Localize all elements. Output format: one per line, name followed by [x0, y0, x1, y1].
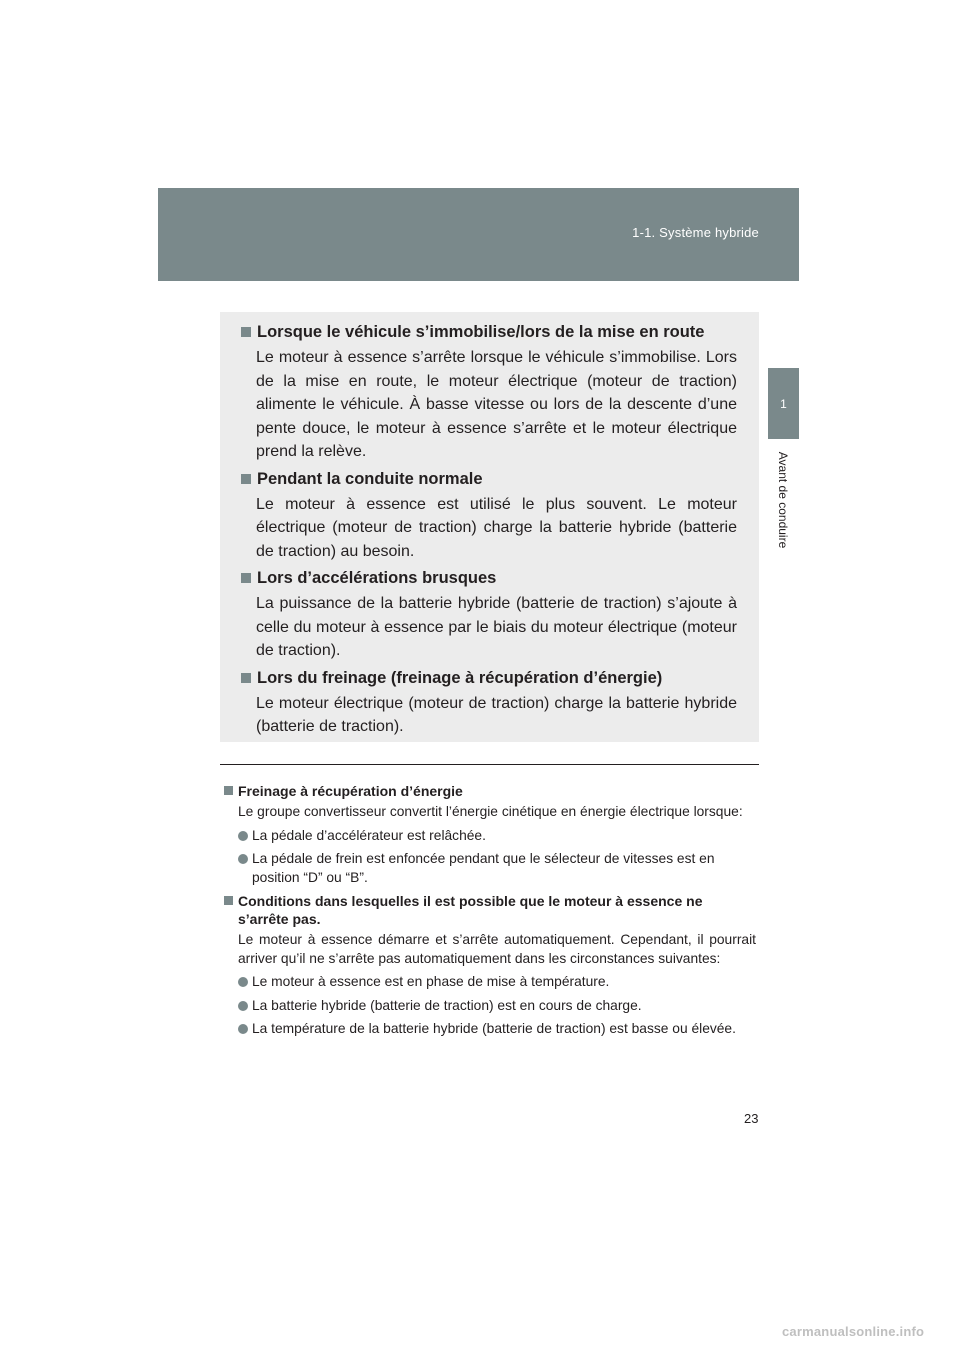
notes	[224, 782, 756, 1039]
list-item	[238, 997, 756, 1016]
header-band	[158, 188, 799, 281]
section-heading: Lors du freinage (freinage à récupération d’énergie)	[257, 668, 663, 687]
bullet-dot-icon	[238, 1001, 248, 1011]
list-item	[238, 1020, 756, 1039]
chapter-tab	[768, 368, 799, 439]
chapter-number: 1	[780, 396, 787, 411]
summary-box	[220, 312, 759, 742]
summary-section	[241, 667, 737, 739]
bullet-dot-icon	[238, 977, 248, 987]
chapter-label-text: Avant de conduire	[776, 451, 790, 549]
section-title: 1-1. Système hybride	[632, 225, 759, 240]
section-text: La puissance de la batterie hybride (batterie de traction) s’ajoute à celle du moteur à essence par le biais du moteur électrique (moteur de traction).	[256, 595, 737, 659]
square-bullet-icon	[241, 573, 251, 583]
square-bullet-icon	[224, 896, 233, 905]
square-bullet-icon	[241, 474, 251, 484]
list-item	[238, 827, 756, 846]
note-block	[224, 892, 756, 1039]
note-text: Le groupe convertisseur convertit l’énergie cinétique en énergie électrique lorsque:	[238, 804, 743, 819]
bullet-dot-icon	[238, 1024, 248, 1034]
section-text: Le moteur à essence est utilisé le plus souvent. Le moteur électrique (moteur de traction) charge la batterie hybride (batterie de traction) au besoin.	[256, 495, 737, 560]
section-heading: Lors d’accélérations brusques	[257, 569, 497, 587]
list-item	[238, 850, 756, 887]
list-item-text: Le moteur à essence est en phase de mise à température.	[252, 974, 610, 989]
bullet-dot-icon	[238, 854, 248, 864]
note-heading: Conditions dans lesquelles il est possible que le moteur à essence ne s’arrête pas.	[238, 893, 703, 927]
list-item-text: La batterie hybride (batterie de traction) est en cours de charge.	[252, 997, 642, 1013]
list-item-text: La température de la batterie hybride (batterie de traction) est basse ou élevée.	[252, 1021, 736, 1036]
section-text: Le moteur électrique (moteur de traction) charge la batterie hybride (batterie de traction).	[256, 694, 737, 735]
note-block	[224, 782, 756, 887]
summary-section	[241, 321, 737, 464]
summary-section	[241, 468, 737, 564]
note-heading: Freinage à récupération d’énergie	[238, 783, 463, 799]
page-number: 23	[744, 1111, 759, 1126]
list-item-text: La pédale d’accélérateur est relâchée.	[252, 827, 486, 843]
note-text: Le moteur à essence démarre et s’arrête automatiquement. Cependant, il pourrait arriver qu’il ne s’arrête pas automatiquement dans les circonstances suivantes:	[238, 932, 756, 966]
square-bullet-icon	[241, 327, 251, 337]
divider	[220, 764, 759, 765]
list-item	[238, 973, 756, 992]
section-text: Le moteur à essence s’arrête lorsque le véhicule s’immobilise. Lors de la mise en route, le moteur électrique (moteur de traction) alimente le véhicule. À basse vitesse ou lors de la descente d’une pente douce, le moteur à essence s’arrête et le moteur électrique prend la relève.	[256, 349, 737, 460]
watermark: carmanualsonline.info	[782, 1324, 925, 1339]
square-bullet-icon	[241, 673, 251, 683]
list-item-text: La pédale de frein est enfoncée pendant que le sélecteur de vitesses est en position “D” ou “B”.	[252, 851, 715, 885]
bullet-dot-icon	[238, 831, 248, 841]
section-heading: Lorsque le véhicule s’immobilise/lors de la mise en route	[257, 323, 705, 341]
square-bullet-icon	[224, 786, 233, 795]
summary-section	[241, 567, 737, 663]
section-heading: Pendant la conduite normale	[257, 469, 483, 488]
